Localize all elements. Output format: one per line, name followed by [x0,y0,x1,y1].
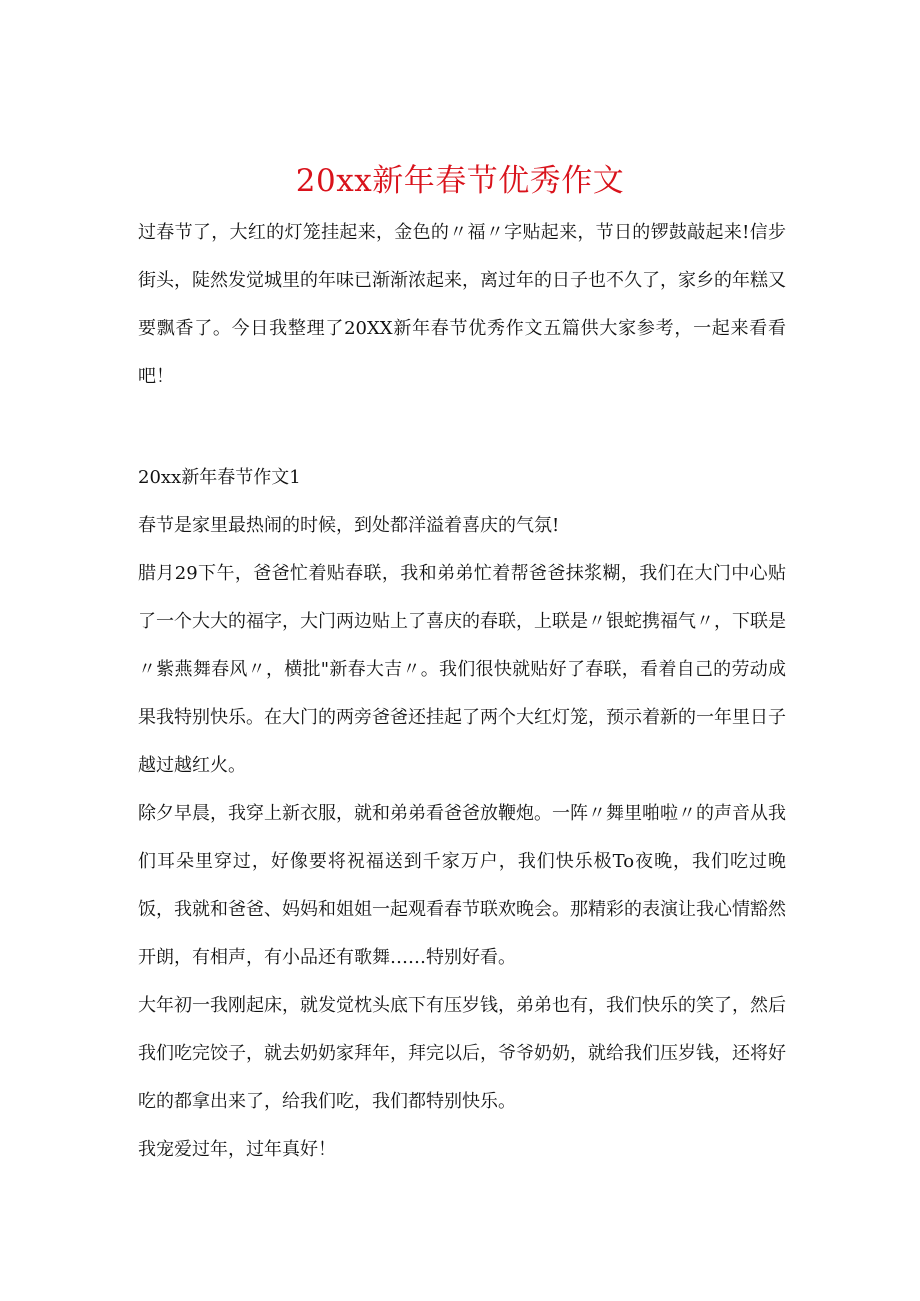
document-title: 20xx新年春节优秀作文 [295,162,625,199]
paragraph-5: 我宠爱过年，过年真好！ [138,1139,336,1160]
essay-section-1 [138,454,786,1174]
paragraph-4: 大年初一我刚起床，就发觉枕头底下有压岁钱，弟弟也有，我们快乐的笑了，然后我们吃完饺子，就去奶奶家拜年，拜完以后，爷爷奶奶，就给我们压岁钱，还将好吃的都拿出来了，给我们吃，我们都特别快乐。 [138,995,786,1112]
paragraph-1: 春节是家里最热闹的时候，到处都洋溢着喜庆的气氛! [138,515,560,536]
paragraph-2: 腊月29下午，爸爸忙着贴春联，我和弟弟忙着帮爸爸抹浆糊，我们在大门中心贴了一个大大的福字，大门两边贴上了喜庆的春联，上联是〃银蛇携福气〃，下联是〃紫燕舞春风〃，横批"新春大吉〃。我们很快就贴好了春联，看着自己的劳动成果我特别快乐。在大门的两旁爸爸还挂起了两个大红灯笼，预示着新的一年里日子越过越红火。 [138,563,786,776]
section-heading: 20xx新年春节作文1 [138,467,301,488]
intro-block [138,209,786,401]
intro-paragraph: 过春节了，大红的灯笼挂起来，金色的〃福〃字贴起来，节日的锣鼓敲起来!信步街头，陡然发觉城里的年味已渐渐浓起来，离过年的日子也不久了，家乡的年糕又要飘香了。今日我整理了20XX新年春节优秀作文五篇供大家参考，一起来看看吧！ [138,222,786,387]
paragraph-3: 除夕早晨，我穿上新衣服，就和弟弟看爸爸放鞭炮。一阵〃舞里啪啦〃的声音从我们耳朵里穿过，好像要将祝福送到千家万户，我们快乐极To夜晚，我们吃过晚饭，我就和爸爸、妈妈和姐姐一起观看春节联欢晚会。那精彩的表演让我心情豁然开朗，有相声，有小品还有歌舞……特别好看。 [138,803,786,968]
